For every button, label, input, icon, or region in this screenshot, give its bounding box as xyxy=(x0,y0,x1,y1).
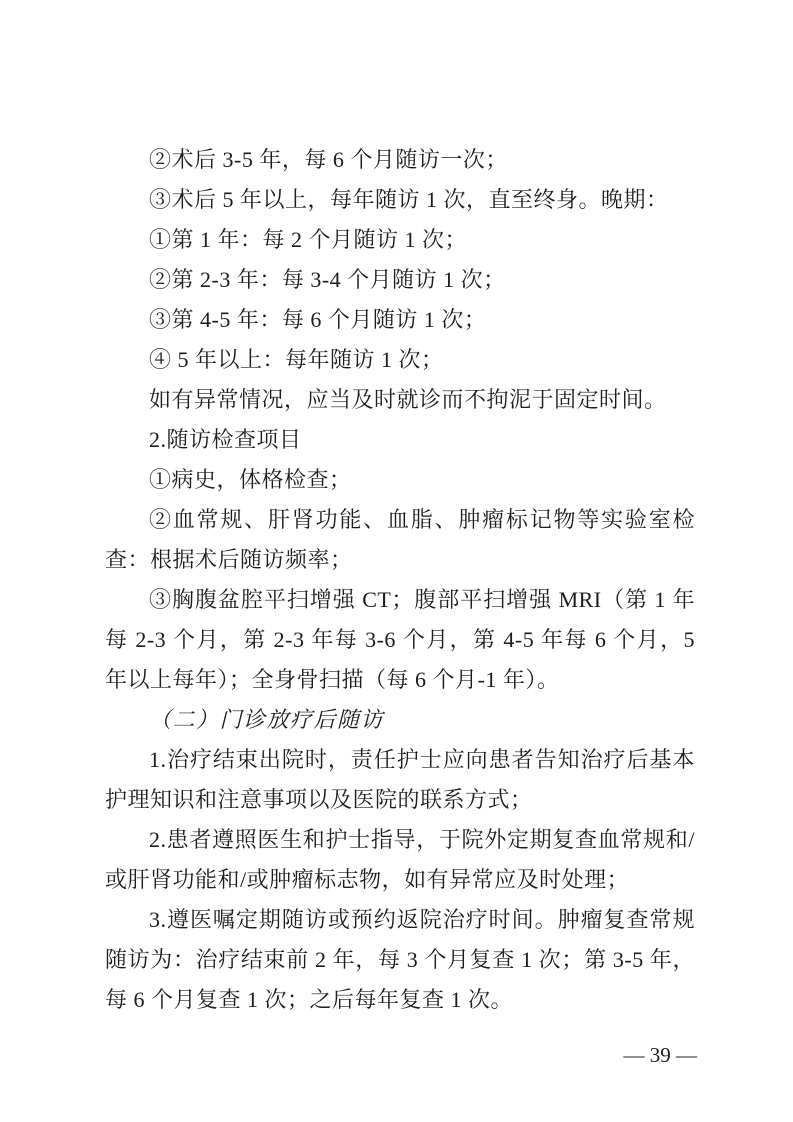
paragraph-checkup-item-3: ③胸腹盆腔平扫增强 CT；腹部平扫增强 MRI（第 1 年每 2-3 个月，第 2-3 年每 3-6 个月，第 4-5 年每 6 个月，5 年以上每年）；全身骨扫描（每 6 个月-1 年）。 xyxy=(105,587,695,692)
paragraph-late-stage-year4-5: ③第 4-5 年：每 6 个月随访 1 次； xyxy=(149,307,487,332)
page-number: — 39 — xyxy=(623,1043,697,1067)
section-heading-outpatient-radiotherapy: （二）门诊放疗后随访 xyxy=(149,707,385,732)
paragraph-late-stage-year1: ①第 1 年：每 2 个月随访 1 次； xyxy=(149,227,468,252)
paragraph-radiotherapy-item-3: 3.遵医嘱定期随访或预约返院治疗时间。肿瘤复查常规随访为：治疗结束前 2 年，每 3 个月复查 1 次；第 3-5 年，每 6 个月复查 1 次；之后每年复查 1 次。 xyxy=(105,907,695,1012)
paragraph-radiotherapy-item-2: 2.患者遵照医生和护士指导，于院外定期复查血常规和/或肝肾功能和/或肿瘤标志物，如有异常应及时处理； xyxy=(105,827,695,892)
paragraph-followup-surgery-3-5y: ②术后 3-5 年，每 6 个月随访一次； xyxy=(149,147,508,172)
paragraph-checkup-item-1: ①病史，体格检查； xyxy=(149,467,352,492)
document-body xyxy=(105,140,695,1020)
paragraph-checkup-item-2: ②血常规、肝肾功能、血脂、肿瘤标记物等实验室检查：根据术后随访频率； xyxy=(105,507,695,572)
paragraph-late-stage-5y-plus: ④ 5 年以上：每年随访 1 次； xyxy=(149,347,444,372)
paragraph-abnormal-note: 如有异常情况，应当及时就诊而不拘泥于固定时间。 xyxy=(149,387,667,412)
paragraph-checkup-items-title: 2.随访检查项目 xyxy=(149,427,302,452)
paragraph-radiotherapy-item-1: 1.治疗结束出院时，责任护士应向患者告知治疗后基本护理知识和注意事项以及医院的联系方式； xyxy=(105,747,695,812)
paragraph-late-stage-year2-3: ②第 2-3 年：每 3-4 个月随访 1 次； xyxy=(149,267,506,292)
paragraph-followup-surgery-5y-plus: ③术后 5 年以上，每年随访 1 次，直至终身。晚期： xyxy=(149,187,669,212)
